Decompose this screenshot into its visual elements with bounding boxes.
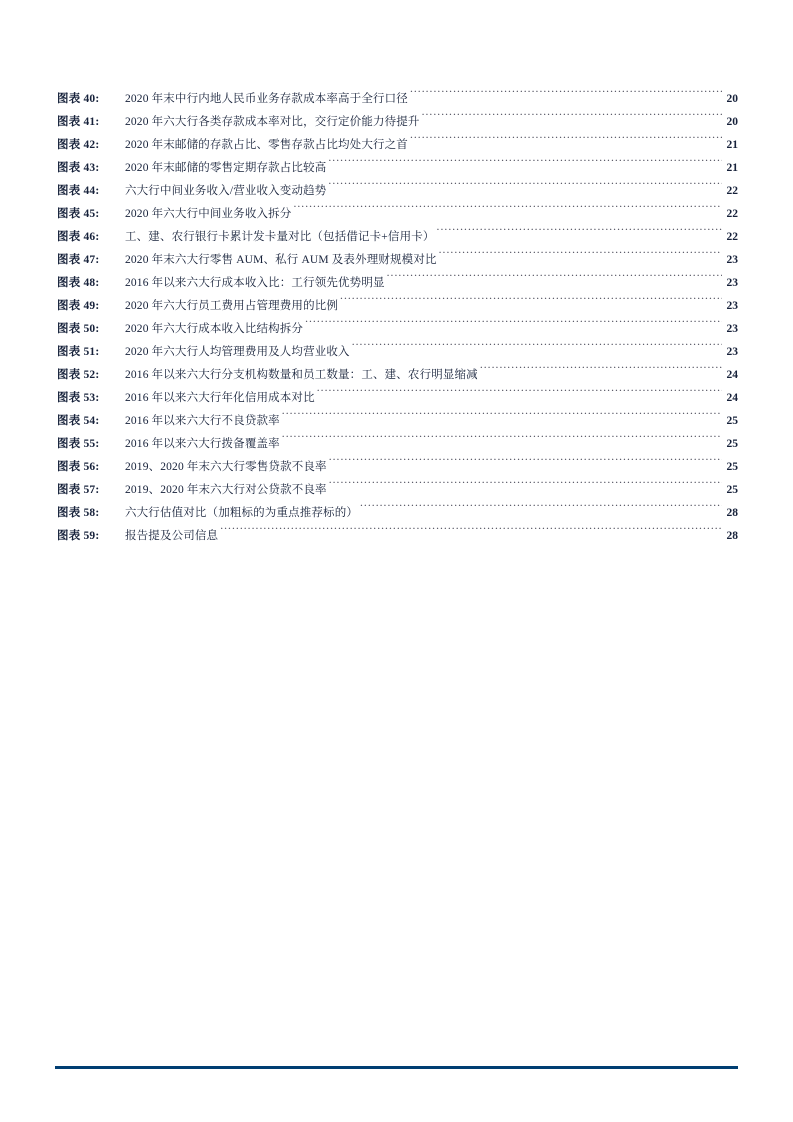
figure-label: 图表 52: xyxy=(57,369,100,381)
list-of-figures-entry[interactable] xyxy=(57,224,738,247)
figure-title: 2020 年末中行内地人民币业务存款成本率高于全行口径 xyxy=(125,93,408,105)
dot-leader xyxy=(329,454,722,470)
dot-leader xyxy=(410,86,722,102)
list-of-figures-entry[interactable] xyxy=(57,201,738,224)
figure-label: 图表 50: xyxy=(57,323,100,335)
dot-leader xyxy=(360,500,722,516)
dot-leader xyxy=(480,362,722,378)
figure-title: 2016 年以来六大行不良贷款率 xyxy=(125,415,280,427)
list-of-figures xyxy=(57,86,738,546)
list-of-figures-entry[interactable] xyxy=(57,385,738,408)
page-number: 21 xyxy=(726,162,738,174)
list-of-figures-entry[interactable] xyxy=(57,316,738,339)
dot-leader xyxy=(282,408,722,424)
dot-leader xyxy=(328,155,722,171)
figure-label: 图表 47: xyxy=(57,254,100,266)
list-of-figures-entry[interactable] xyxy=(57,523,738,546)
dot-leader xyxy=(422,109,722,125)
page-number: 28 xyxy=(726,507,738,519)
figure-title: 2020 年六大行人均管理费用及人均营业收入 xyxy=(125,346,350,358)
list-of-figures-entry[interactable] xyxy=(57,270,738,293)
page-number: 23 xyxy=(726,323,738,335)
page-number: 24 xyxy=(726,369,738,381)
figure-title: 2020 年六大行各类存款成本率对比，交行定价能力待提升 xyxy=(125,116,420,128)
figure-label: 图表 49: xyxy=(57,300,100,312)
list-of-figures-entry[interactable] xyxy=(57,293,738,316)
dot-leader xyxy=(410,132,722,148)
figure-label: 图表 41: xyxy=(57,116,100,128)
figure-label: 图表 46: xyxy=(57,231,100,243)
page-number: 20 xyxy=(726,93,738,105)
page-number: 21 xyxy=(726,139,738,151)
figure-label: 图表 54: xyxy=(57,415,100,427)
list-of-figures-entry[interactable] xyxy=(57,109,738,132)
figure-label: 图表 58: xyxy=(57,507,100,519)
dot-leader xyxy=(387,270,722,286)
page-number: 22 xyxy=(726,231,738,243)
list-of-figures-entry[interactable] xyxy=(57,155,738,178)
figure-label: 图表 43: xyxy=(57,162,100,174)
figure-title: 2020 年六大行成本收入比结构拆分 xyxy=(125,323,304,335)
dot-leader xyxy=(340,293,722,309)
page-number: 25 xyxy=(726,461,738,473)
list-of-figures-entry[interactable] xyxy=(57,339,738,362)
figure-label: 图表 45: xyxy=(57,208,100,220)
list-of-figures-entry[interactable] xyxy=(57,362,738,385)
list-of-figures-entry[interactable] xyxy=(57,477,738,500)
figure-title: 2020 年末邮储的零售定期存款占比较高 xyxy=(125,162,327,174)
dot-leader xyxy=(352,339,722,355)
list-of-figures-entry[interactable] xyxy=(57,500,738,523)
figure-title: 报告提及公司信息 xyxy=(125,530,219,542)
dot-leader xyxy=(439,247,722,263)
dot-leader xyxy=(220,523,722,539)
dot-leader xyxy=(305,316,722,332)
page-number: 23 xyxy=(726,346,738,358)
page-number: 25 xyxy=(726,415,738,427)
dot-leader xyxy=(437,224,722,240)
dot-leader xyxy=(282,431,722,447)
figure-label: 图表 44: xyxy=(57,185,100,197)
figure-label: 图表 56: xyxy=(57,461,100,473)
dot-leader xyxy=(293,201,722,217)
figure-title: 2020 年末六大行零售 AUM、私行 AUM 及表外理财规模对比 xyxy=(125,254,437,266)
page-number: 23 xyxy=(726,300,738,312)
dot-leader xyxy=(328,178,722,194)
figure-title: 2020 年六大行员工费用占管理费用的比例 xyxy=(125,300,339,312)
figure-label: 图表 42: xyxy=(57,139,100,151)
page-number: 22 xyxy=(726,185,738,197)
figure-label: 图表 59: xyxy=(57,530,100,542)
page-number: 23 xyxy=(726,254,738,266)
page-number: 20 xyxy=(726,116,738,128)
figure-title: 2020 年六大行中间业务收入拆分 xyxy=(125,208,292,220)
figure-label: 图表 51: xyxy=(57,346,100,358)
page-number: 23 xyxy=(726,277,738,289)
figure-title: 2016 年以来六大行拨备覆盖率 xyxy=(125,438,280,450)
figure-label: 图表 40: xyxy=(57,93,100,105)
figure-title: 2019、2020 年末六大行对公贷款不良率 xyxy=(125,484,327,496)
page-number: 28 xyxy=(726,530,738,542)
figure-label: 图表 55: xyxy=(57,438,100,450)
figure-label: 图表 53: xyxy=(57,392,100,404)
list-of-figures-entry[interactable] xyxy=(57,247,738,270)
page-number: 25 xyxy=(726,438,738,450)
page-number: 22 xyxy=(726,208,738,220)
figure-title: 2016 年以来六大行年化信用成本对比 xyxy=(125,392,315,404)
figure-title: 2020 年末邮储的存款占比、零售存款占比均处大行之首 xyxy=(125,139,408,151)
list-of-figures-entry[interactable] xyxy=(57,454,738,477)
list-of-figures-entry[interactable] xyxy=(57,178,738,201)
page-number: 24 xyxy=(726,392,738,404)
figure-title: 六大行中间业务收入/营业收入变动趋势 xyxy=(125,185,327,197)
page-number: 25 xyxy=(726,484,738,496)
list-of-figures-entry[interactable] xyxy=(57,431,738,454)
list-of-figures-entry[interactable] xyxy=(57,132,738,155)
dot-leader xyxy=(317,385,722,401)
list-of-figures-entry[interactable] xyxy=(57,408,738,431)
figure-title: 2016 年以来六大行成本收入比：工行领先优势明显 xyxy=(125,277,385,289)
figure-title: 2019、2020 年末六大行零售贷款不良率 xyxy=(125,461,327,473)
figure-title: 2016 年以来六大行分支机构数量和员工数量：工、建、农行明显缩减 xyxy=(125,369,478,381)
figure-title: 六大行估值对比（加粗标的为重点推荐标的） xyxy=(125,507,358,519)
list-of-figures-entry[interactable] xyxy=(57,86,738,109)
figure-title: 工、建、农行银行卡累计发卡量对比（包括借记卡+信用卡） xyxy=(125,231,435,243)
footer-divider-rule xyxy=(55,1066,738,1069)
figure-label: 图表 48: xyxy=(57,277,100,289)
figure-label: 图表 57: xyxy=(57,484,100,496)
dot-leader xyxy=(329,477,722,493)
